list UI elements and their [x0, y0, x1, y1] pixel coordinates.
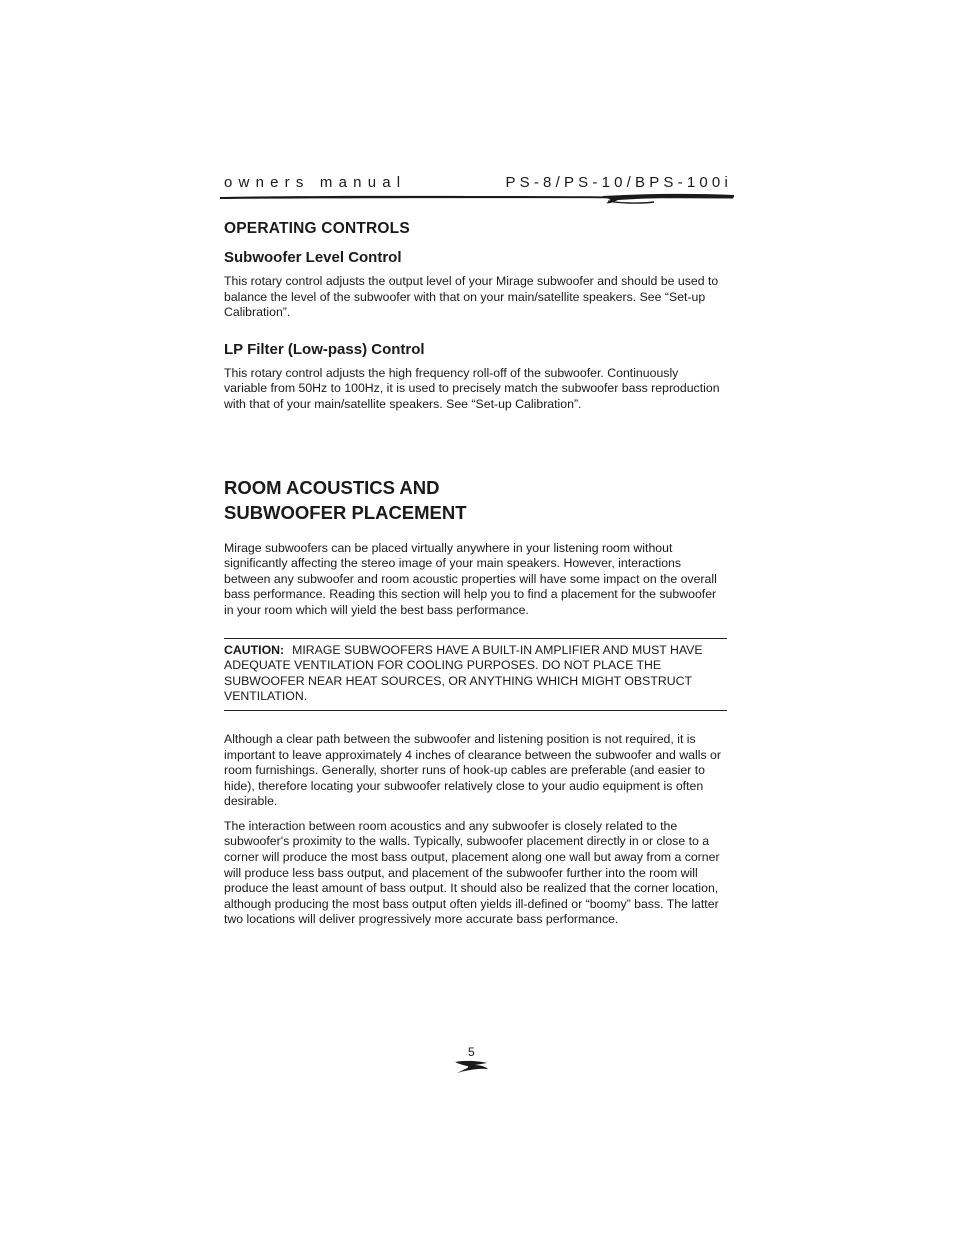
caution-box: [224, 638, 727, 711]
room-acoustics-intro: Mirage subwoofers can be placed virtually anywhere in your listening room without significantly affecting the stereo image of your main speakers. However, interactions between any subwoofer and room acoustic properties will have some impact on the overall bass performance. Reading this section will help you to find a placement for the subwoofer in your room which will yield the best bass performance.: [224, 540, 717, 617]
page-header: [224, 170, 732, 210]
placement-paragraph-2: The interaction between room acoustics and any subwoofer is closely related to the subwoofer's proximity to the walls. Typically, subwoofer placement directly in or close to a corner will produce the most bass output, placement along one wall but away from a corner will produce less bass output, and placement of the subwoofer further into the room will produce the least amount of bass output. It should also be realized that the corner location, although producing the most bass output often yields ill-defined or “boomy” bass. The latter two locations will deliver progressively more accurate bass performance.: [224, 818, 720, 927]
subwoofer-level-heading: Subwoofer Level Control: [224, 249, 402, 266]
caution-label: CAUTION:: [224, 642, 285, 657]
operating-controls-heading: OPERATING CONTROLS: [224, 220, 410, 237]
lp-filter-heading: LP Filter (Low-pass) Control: [224, 340, 425, 358]
brand-swoosh-icon: [453, 1058, 491, 1074]
room-acoustics-heading: [224, 475, 724, 525]
brush-stroke-rule-icon: [218, 191, 738, 207]
subwoofer-level-text: This rotary control adjusts the output level of your Mirage subwoofer and should be used to balance the level of the subwoofer with that on your main/satellite speakers. See “Set-up Calibration”.: [224, 274, 719, 320]
header-model-label: PS-8/PS-10/BPS-100i: [505, 174, 732, 191]
room-acoustics-heading-line1: ROOM ACOUSTICS AND: [224, 476, 440, 498]
room-acoustics-heading-line2: SUBWOOFER PLACEMENT: [224, 501, 467, 523]
page-number: 5: [468, 1045, 475, 1059]
page-content: [224, 220, 724, 928]
lp-filter-text: This rotary control adjusts the high frequency roll-off of the subwoofer. Continuously variable from 50Hz to 100Hz, it is used to precisely match the subwoofer bass reproduction with that of your main/satellite speakers. See “Set-up Calibration”.: [224, 365, 720, 411]
header-manual-label: owners manual: [224, 174, 407, 191]
caution-text: MIRAGE SUBWOOFERS HAVE A BUILT-IN AMPLIFIER AND MUST HAVE ADEQUATE VENTILATION FOR COOLING PURPOSES. DO NOT PLACE THE SUBWOOFER NEAR HEAT SOURCES, OR ANYTHING WHICH MIGHT OBSTRUCT VENTILATION.: [224, 642, 703, 704]
placement-paragraph-1: Although a clear path between the subwoofer and listening position is not required, it is important to leave approximately 4 inches of clearance between the subwoofer and walls or room furnishings. Generally, shorter runs of hook-up cables are preferable (and easier to hide), therefore locating your subwoofer relatively close to your audio equipment is often desirable.: [224, 731, 721, 809]
